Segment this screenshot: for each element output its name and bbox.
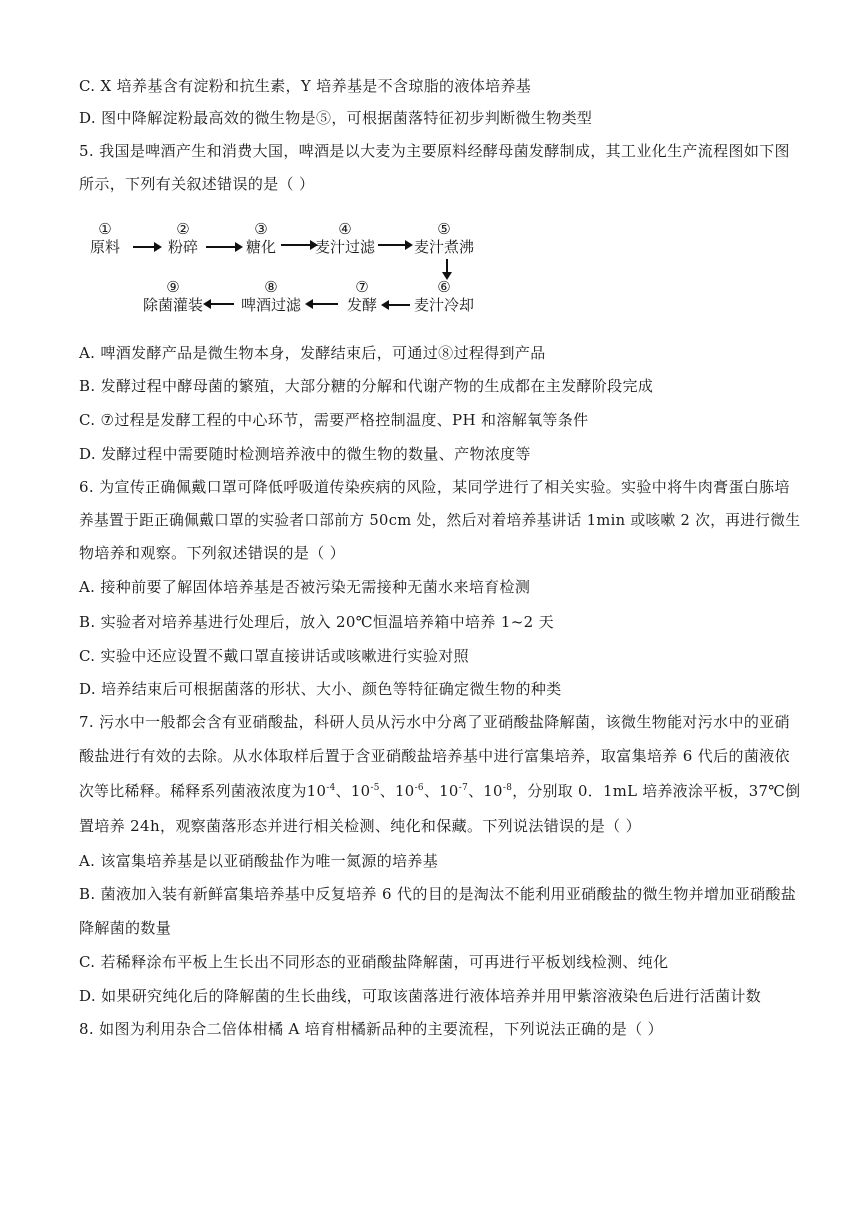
dilution-2: $10^{-5}$ [350, 782, 380, 800]
q8-stem: 8. 如图为利用杂合二倍体柑橘 A 培育柑橘新品种的主要流程，下列说法正确的是（ ） [79, 1020, 663, 1038]
q7-option-d: D. 如果研究纯化后的降解菌的生长曲线，可取该菌落进行液体培养并用甲紫溶液染色后进行活菌计数 [79, 987, 762, 1005]
flow-arrow-3-4 [281, 244, 311, 246]
flow-node-5: ⑤ 麦汁煮沸 [413, 220, 474, 256]
flow-node-1: ① 原料 [89, 220, 120, 256]
flow-arrow-4-5 [378, 244, 406, 246]
q5-option-b: B. 发酵过程中酵母菌的繁殖，大部分糖的分解和代谢产物的生成都在主发酵阶段完成 [79, 377, 654, 395]
q6-option-a: A. 接种前要了解固体培养基是否被污染无需接种无菌水来培育检测 [79, 578, 531, 596]
flow-arrow-1-2 [133, 246, 155, 248]
q5-stem-line2: 所示，下列有关叙述错误的是（ ） [79, 175, 315, 193]
q7-stem-line1: 7. 污水中一般都会含有亚硝酸盐，科研人员从污水中分离了亚硝酸盐降解菌，该微生物能对污水中的亚硝 [79, 713, 790, 731]
beer-production-flowchart [0, 0, 860, 330]
q5-option-c: C. ⑦过程是发酵工程的中心环节，需要严格控制温度、PH 和溶解氧等条件 [79, 411, 589, 429]
q6-option-d: D. 培养结束后可根据菌落的形状、大小、颜色等特征确定微生物的种类 [79, 680, 562, 698]
flow-node-8: ⑧ 啤酒过滤 [240, 278, 301, 314]
q6-option-c: C. 实验中还应设置不戴口罩直接讲话或咳嗽进行实验对照 [79, 647, 469, 665]
q7-option-c: C. 若稀释涂布平板上生长出不同形态的亚硝酸盐降解菌，可再进行平板划线检测、纯化 [79, 953, 669, 971]
q6-stem-line1: 6. 为宣传正确佩戴口罩可降低呼吸道传染疾病的风险，某同学进行了相关实验。实验中将牛肉膏蛋白胨培 [79, 478, 790, 496]
q7-stem-line2: 酸盐进行有效的去除。从水体取样后置于含亚硝酸盐培养基中进行富集培养，取富集培养 6 代后的菌液依 [79, 747, 790, 765]
flow-node-7: ⑦ 发酵 [346, 278, 377, 314]
flow-node-4: ④ 麦汁过滤 [314, 220, 375, 256]
dilution-5: $10^{-8}$ [483, 782, 513, 800]
flow-arrow-7-8 [312, 303, 338, 305]
q5-stem-line1: 5. 我国是啤酒产生和消费大国，啤酒是以大麦为主要原料经酵母菌发酵制成，其工业化生产流程图如下图 [79, 142, 790, 160]
flow-arrow-2-3 [206, 246, 236, 248]
flow-arrow-5-6 [446, 259, 448, 273]
q5-option-a: A. 啤酒发酵产品是微生物本身，发酵结束后，可通过⑧过程得到产品 [79, 344, 546, 362]
dilution-1: $10^{-4}$ [306, 782, 336, 800]
q4-option-d: D. 图中降解淀粉最高效的微生物是⑤，可根据菌落特征初步判断微生物类型 [79, 109, 593, 127]
q5-option-d: D. 发酵过程中需要随时检测培养液中的微生物的数量、产物浓度等 [79, 445, 531, 463]
flow-arrow-8-9 [210, 303, 234, 305]
flow-arrow-6-7 [388, 304, 410, 306]
q7-option-b-line1: B. 菌液加入装有新鲜富集培养基中反复培养 6 代的目的是淘汰不能利用亚硝酸盐的微生物并增加亚硝酸盐 [79, 885, 797, 903]
q4-option-c: C. X 培养基含有淀粉和抗生素，Y 培养基是不含琼脂的液体培养基 [79, 77, 532, 95]
q7-stem-line3: 次等比稀释。稀释系列菌液浓度为$10^{-4}$、$10^{-5}$、$10^{-6}$、$10^{-7}$、$10^{-8}$，分别取 0．1mL 培养液涂平板，37℃倒 [79, 782, 801, 800]
q6-stem-line3: 物培养和观察。下列叙述错误的是（ ） [79, 544, 346, 562]
q6-option-b: B. 实验者对培养基进行处理后，放入 20℃恒温培养箱中培养 1~2 天 [79, 613, 554, 631]
q7-option-b-line2: 降解菌的数量 [79, 919, 172, 937]
flow-node-6: ⑥ 麦汁冷却 [413, 278, 474, 314]
q6-stem-line2: 养基置于距正确佩戴口罩的实验者口部前方 50cm 处，然后对着培养基讲话 1min 或咳嗽 2 次，再进行微生 [79, 511, 801, 529]
flow-node-3: ③ 糖化 [245, 220, 276, 256]
q7-stem-line4: 置培养 24h，观察菌落形态并进行相关检测、纯化和保藏。下列说法错误的是（ ） [79, 817, 641, 835]
dilution-3: $10^{-6}$ [395, 782, 424, 800]
flow-node-2: ② 粉碎 [167, 220, 198, 256]
dilution-4: $10^{-7}$ [439, 782, 469, 800]
q7-option-a: A. 该富集培养基是以亚硝酸盐作为唯一氮源的培养基 [79, 852, 439, 870]
flow-node-9: ⑨ 除菌灌装 [142, 278, 203, 314]
